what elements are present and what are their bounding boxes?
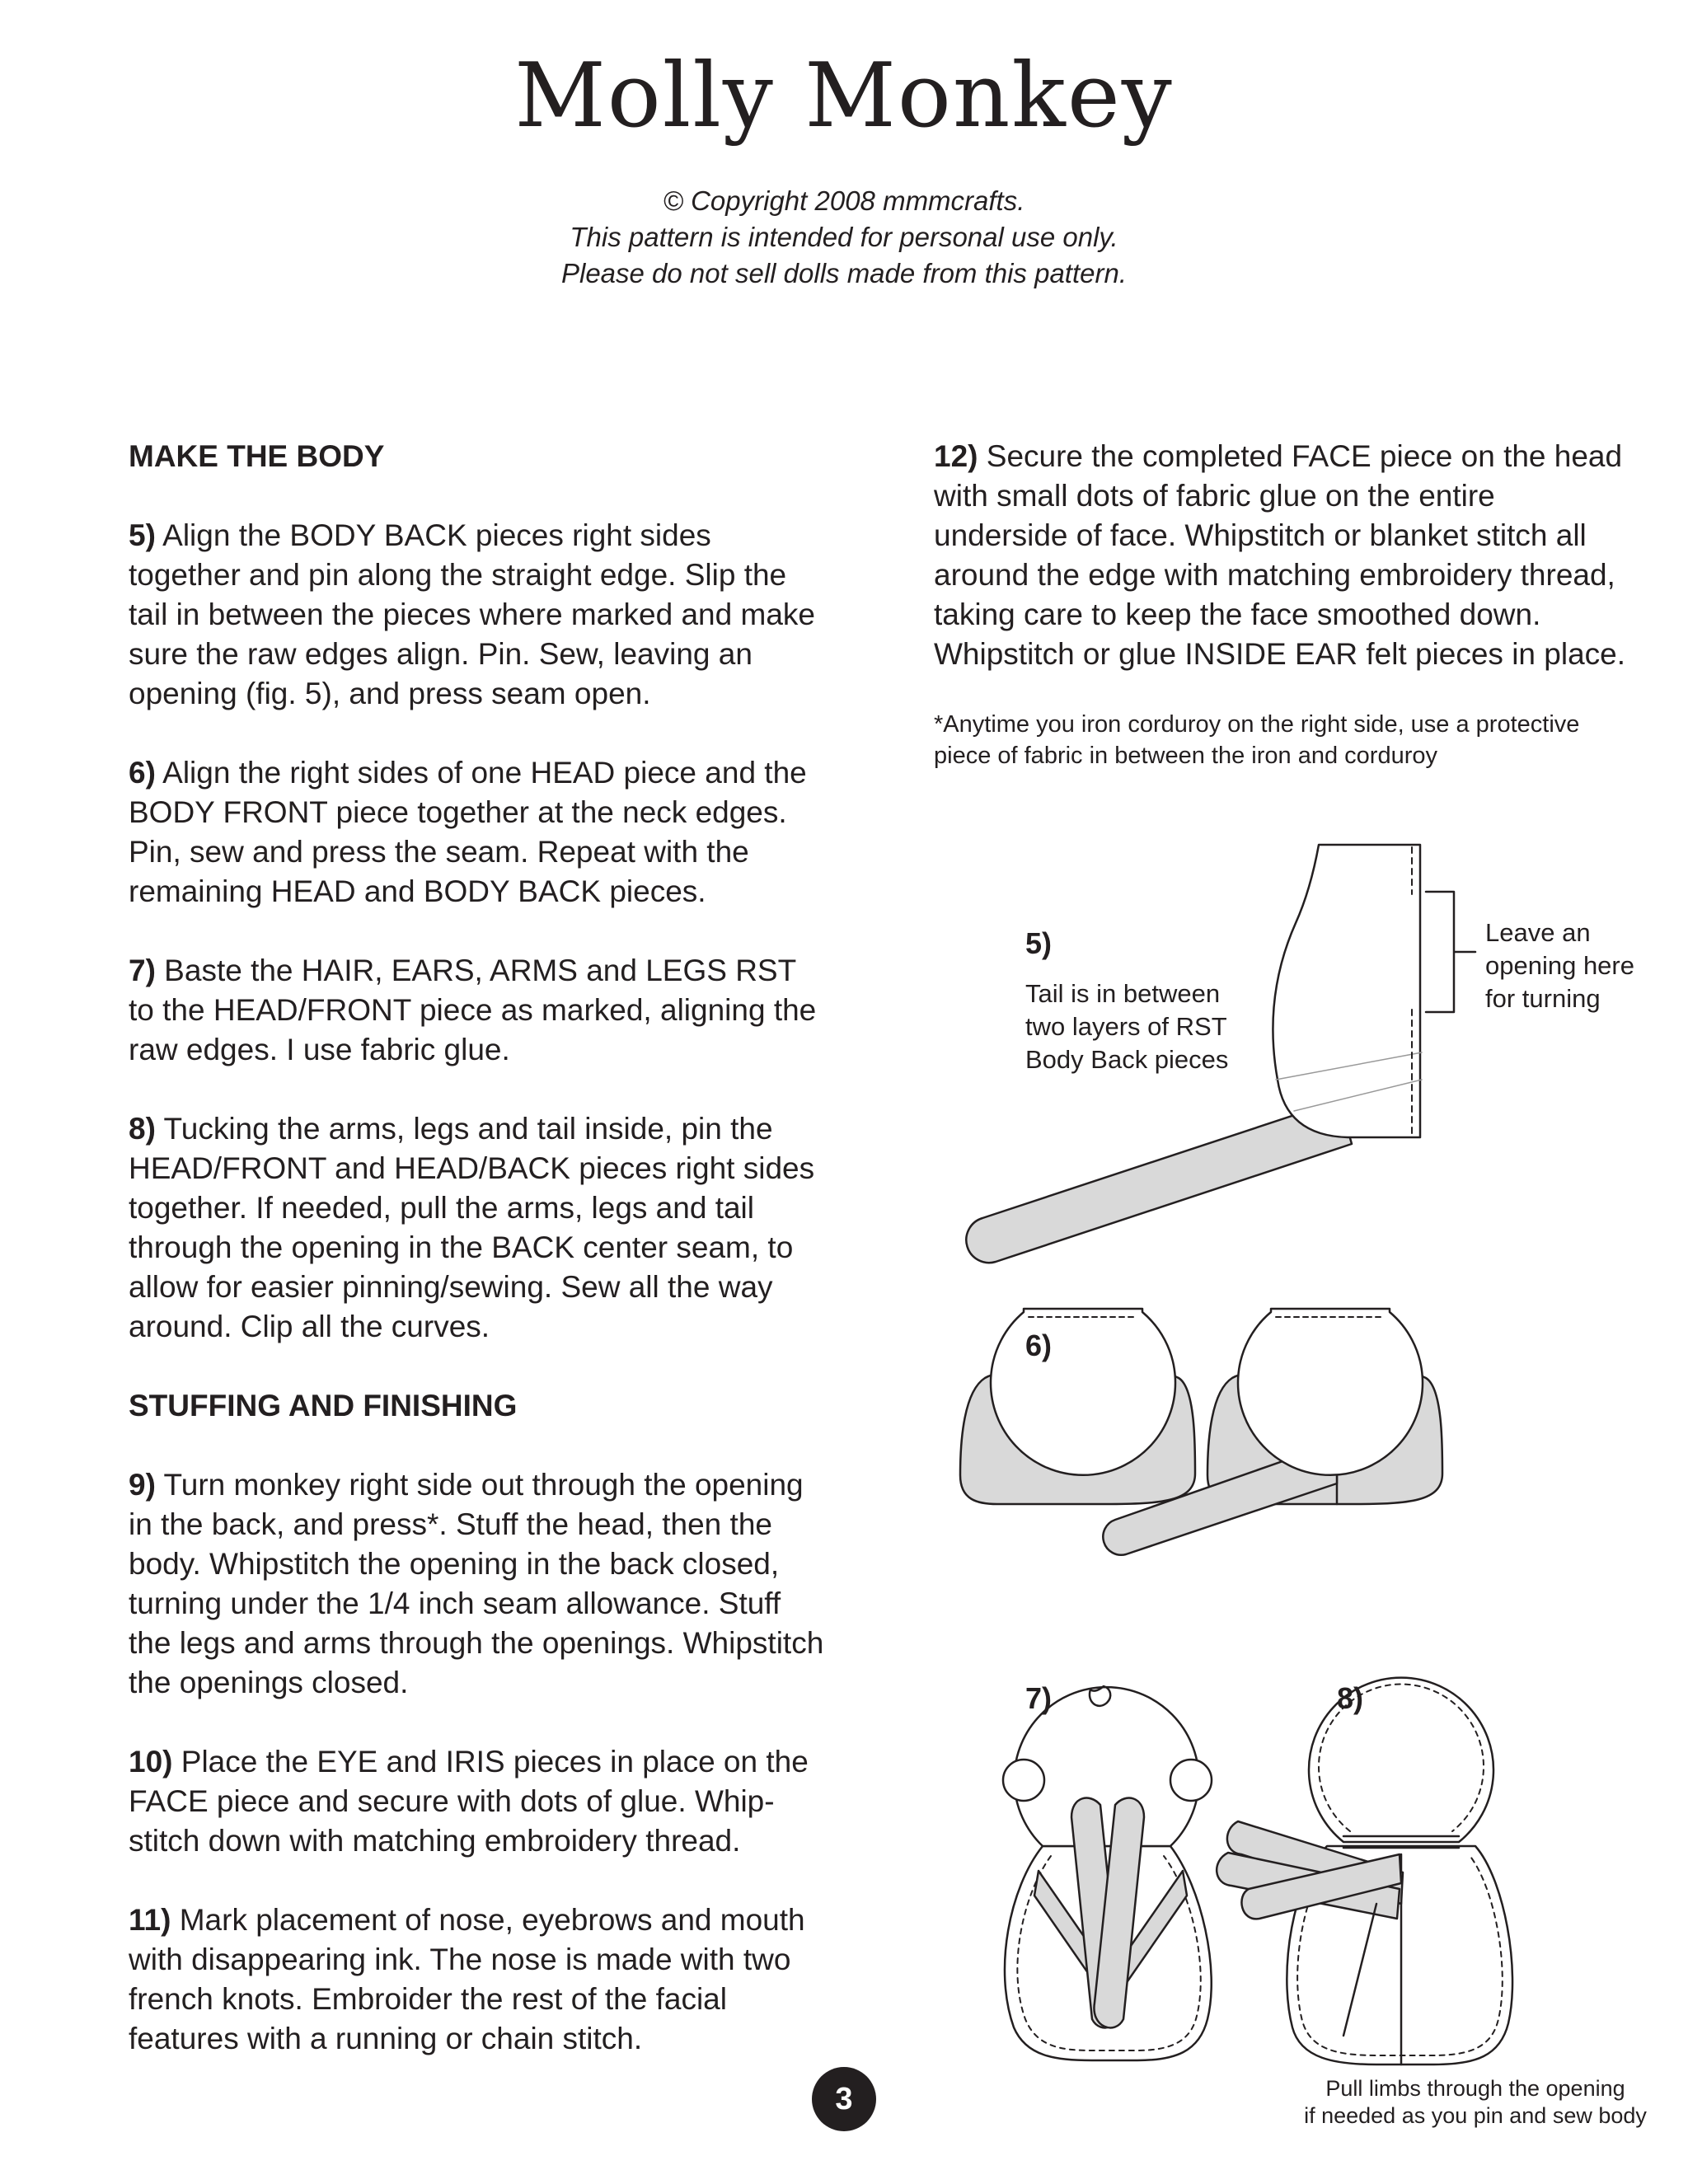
fig8-diagram — [1217, 1678, 1512, 2064]
step-number: 7) — [129, 954, 156, 987]
no-sale-line: Please do not sell dolls made from this pattern. — [560, 258, 1128, 288]
step-6 — [129, 753, 829, 912]
step-9 — [129, 1465, 829, 1703]
opening-bracket — [1426, 892, 1475, 1012]
step-text: Baste the HAIR, EARS, ARMS and LEGS RST to the HEAD/FRONT piece as marked, aligning the raw edges. I use fabric glue. — [129, 954, 817, 1066]
tail-piece — [966, 1100, 1352, 1263]
fig5-caption — [1025, 977, 1228, 1076]
step-text: Mark placement of nose, eyebrows and mouth with disappearing ink. The nose is made with two french knots. Embroider the rest of the facial features with a running or chain stitch. — [129, 1903, 805, 2055]
caption-line: Tail is in between — [1025, 979, 1221, 1008]
figures-panel — [948, 832, 1673, 2135]
step-text: Align the right sides of one HEAD piece and the BODY FRONT piece together at the neck edges. Pin, sew and press the seam. Repeat with the remaining HEAD and BODY BACK pieces. — [129, 756, 807, 908]
ear-piece — [1170, 1760, 1212, 1801]
step-number: 10) — [129, 1745, 173, 1779]
fig6-label: 6) — [1025, 1329, 1053, 1362]
fig5-callout — [1485, 916, 1634, 1015]
fig8-caption — [1294, 2075, 1657, 2130]
ear-piece — [1003, 1760, 1044, 1801]
step-number: 5) — [129, 518, 156, 552]
step-5 — [129, 516, 829, 714]
step-text: Secure the completed FACE piece on the head with small dots of fabric glue on the entire underside of face. Whipstitch or blanket stitch all around the edge with matching embroidery thread, taking care to keep the face smoothed down. Whipstitch or glue INSIDE EAR felt pieces in place. — [934, 439, 1626, 671]
step-7 — [129, 951, 829, 1070]
callout-line: opening here — [1485, 951, 1634, 980]
step-text: Place the EYE and IRIS pieces in place on the FACE piece and secure with dots of glue. Whip-stitch down with matching embroidery thread. — [129, 1745, 809, 1858]
right-column — [934, 437, 1634, 771]
step-number: 9) — [129, 1468, 156, 1502]
step-number: 8) — [129, 1112, 156, 1146]
step-8 — [129, 1109, 829, 1347]
step-number: 11) — [129, 1903, 171, 1937]
step-number: 6) — [129, 756, 156, 790]
caption-line: Pull limbs through the opening — [1325, 2076, 1625, 2101]
callout-line: Leave an — [1485, 918, 1591, 947]
document-title: Molly Monkey — [514, 45, 1174, 148]
step-11 — [129, 1900, 829, 2059]
copyright-line: © Copyright 2008 mmmcrafts. — [663, 185, 1025, 216]
section-heading-stuffing: STUFFING AND FINISHING — [129, 1389, 518, 1422]
step-number: 12) — [934, 439, 978, 473]
caption-line: if needed as you pin and sew body — [1304, 2103, 1647, 2128]
callout-line: for turning — [1485, 984, 1601, 1013]
step-text: Tucking the arms, legs and tail inside, pin the HEAD/FRONT and HEAD/BACK pieces right sides together. If needed, pull the arms, legs and tail through the opening in the BACK center seam, to allow for easier pinning/sewing. Sew all the way around. Clip all the curves. — [129, 1112, 815, 1343]
step-12 — [934, 437, 1634, 674]
fig8-label: 8) — [1337, 1681, 1364, 1715]
body-back-piece — [1273, 845, 1420, 1137]
fig7-diagram — [1003, 1686, 1212, 2060]
step-10 — [129, 1742, 829, 1861]
section-heading-make-body: MAKE THE BODY — [129, 439, 385, 473]
caption-line: Body Back pieces — [1025, 1045, 1229, 1074]
fig5-label: 5) — [1025, 926, 1053, 960]
usage-line: This pattern is intended for personal use only. — [570, 222, 1118, 252]
ironing-note: *Anytime you iron corduroy on the right side, use a protective piece of fabric in between the iron and corduroy — [934, 711, 1580, 769]
caption-line: two layers of RST — [1025, 1012, 1227, 1041]
step-text: Align the BODY BACK pieces right sides together and pin along the straight edge. Slip the tail in between the pieces where marked and make sure the raw edges align. Pin. Sew, leaving an opening (fig. 5), and press seam open. — [129, 518, 815, 710]
copyright-notice — [0, 183, 1688, 292]
step-text: Turn monkey right side out through the opening in the back, and press*. Stuff the head, then the body. Whipstitch the opening in the back closed, turning under the 1/4 inch seam allowance. Stuff the legs and arms through the openings. Whipstitch the openings closed. — [129, 1468, 824, 1699]
fig7-label: 7) — [1025, 1681, 1053, 1715]
left-column — [129, 437, 829, 2098]
page-number-badge: 3 — [812, 2067, 876, 2131]
